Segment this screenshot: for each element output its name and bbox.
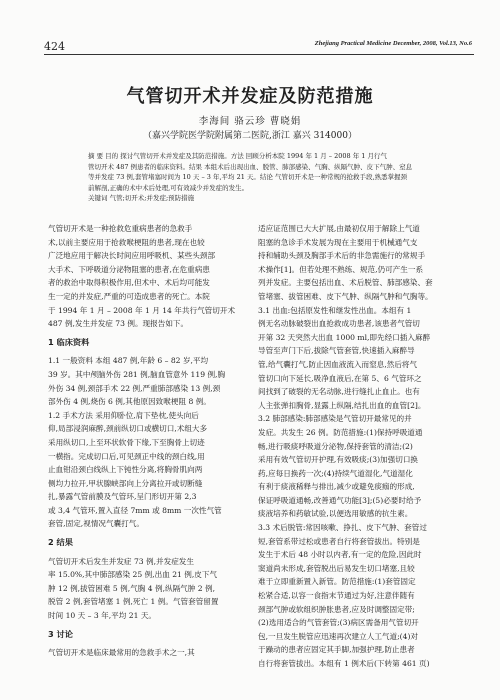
body-line: 时间 10 天 – 3 年,平均 21 天。 <box>48 611 157 621</box>
body-line: 侧均力拉开,甲状腺峡部向上分离拉开或切断缝 <box>48 478 203 488</box>
body-line: 松紧合适,以容一食指末节通过为好,注意伴随有 <box>258 591 415 601</box>
body-line: 大手术、下呼吸道分泌物阻塞的患者,在危重病患 <box>48 264 210 274</box>
body-line: 术操作[1]。但若处理不熟练、规范,仍可产生一系 <box>258 264 424 274</box>
body-line: 生一定的并发症,严重的可造成患者的死亡。本院 <box>48 291 210 301</box>
body-line: 间找到了破裂的无名动脉,进行缝扎止血止。也有 <box>258 387 420 397</box>
body-line: 39 岁。其中颅脑外伤 281 例,脑血管意外 119 例,胸 <box>48 369 226 379</box>
body-line: 人主张弹扣胸骨,显露上纵隔,结扎出血的血管[2]。 <box>258 400 426 410</box>
body-line: 外伤 34 例,颈部手术 22 例,严重肺部感染 13 例,颈 <box>48 383 221 393</box>
body-line: 或 3,4 气管环,置入直径 7mm 或 8mm 一次性气管 <box>48 505 222 515</box>
body-line: 适应证范围已大大扩展,由最初仅用于解除上气道 <box>258 224 420 233</box>
body-line: 者的救治中取得积极作用,但术中、术后均可能发 <box>48 278 210 288</box>
body-line: 气管切开术是一种抢救危重病患者的急救手 <box>48 224 193 233</box>
body-line: 于躁动的患者应固定其手脚,加强护理,防止患者 <box>258 645 415 655</box>
section-heading: 1 临床资料 <box>48 336 90 347</box>
body-line: 3.1 出血:包括原发性和继发性出血。本组有 1 <box>258 305 412 315</box>
body-line: 广泛地应用于解决长时间应用呼吸机、某些头颈部 <box>48 251 216 261</box>
body-line: 管,给气囊打气,防止因血液流入而窒息,然后将气 <box>258 359 418 369</box>
abstract-line: 前解剖,正确的术中术后处理,可有效减少并发症的发生。 <box>88 183 249 192</box>
left-column <box>48 222 258 660</box>
body-line: 率 15.0%,其中肺部感染 25 例,出血 21 例,皮下气 <box>48 570 218 580</box>
body-line: 气管切开术是临床最常用的急救手术之一,其 <box>48 648 195 658</box>
abstract-line: 等并发症 73 例,套管堵塞时间为 10 天 – 3 年,平均 21 天。结论 气管切开术是一种常规的抢救手段,熟悉掌握颈 <box>88 173 408 182</box>
body-line: 持和辅助头颈及胸部手术后的非急需施行的常规手 <box>258 251 426 261</box>
body-line: 脱管 2 例,套管堵塞 1 例,死亡 1 例。气管套管留置 <box>48 597 219 607</box>
body-line: 发症。共发生 26 例。防范措施:(1)保持呼吸道通 <box>258 427 423 437</box>
body-line: 止血钳沿颈白线纵上下钝性分离,将胸骨肌向两 <box>48 465 203 475</box>
body-line: 仰,局部浸润麻醉,颈前纵切口或横切口,术组大多 <box>48 424 208 434</box>
abstract-line: 管切开术 487 例患者的临床资料。结果 本组术后出现出血、脱管、肺部感染、气胸、纵隔气肿、皮下气肿、窒息 <box>88 162 413 171</box>
body-line: 部外伤 4 例,烧伤 6 例,其他原因致喉梗阻 8 例。 <box>48 397 211 407</box>
page-number: 424 <box>44 40 65 53</box>
abstract <box>88 151 414 204</box>
body-line: 管切口向下延长,吸净血液后,在第 5、6 气管环之 <box>258 373 422 383</box>
section-heading: 2 结果 <box>48 537 73 548</box>
body-line: 保证呼吸道通畅,改善通气功能[3];(5)必要时给予 <box>258 495 422 505</box>
body-line: 有利于痰液稀释与排出,减少或避免痰痂的形成, <box>258 482 415 492</box>
body-line: 颈部气肿或软组织肿胀患者,应及时调整固定带; <box>258 604 415 614</box>
body-line: 487 例,发生并发症 73 例。现报告如下。 <box>48 319 189 329</box>
body-line: 阻塞的急诊手术发展为现在主要用于机械通气支 <box>258 237 418 247</box>
body-line: 气管切开术后发生并发症 73 例,并发症发生 <box>48 556 194 566</box>
body-line: 畅,进行吸痰呼吸道分泌物,保持套管的清洁;(2) <box>258 441 413 451</box>
body-line: 3.2 肺部感染:肺部感染是气管切开最常见的并 <box>258 414 412 424</box>
body-line: 3.3 术后脱管:常因咳嗽、挣扎、皮下气肿、套管过 <box>258 523 427 533</box>
body-line: 自行将套管拔出。本组有 1 例术后(下转第 461 页) <box>258 659 430 668</box>
authors: 李海间 骆云珍 曹晓娟 <box>198 116 302 127</box>
body-line: 药,应每日换药一次;(4)持续气道湿化,气道湿化 <box>258 468 413 478</box>
abstract-line: 关键词 气管;切开术;并发症;预防措施 <box>88 194 195 203</box>
body-line: 扎,暴露气管前膜及气管环,呈门形切开第 2,3 <box>48 492 197 502</box>
journal-header: Zhejiang Practical Medicine December, 2008, Vol.13, No.6 <box>314 40 472 47</box>
body-line: 套管,固定,视情况气囊打气。 <box>48 519 144 529</box>
body-line: 窦道尚未形成,套管脱出后易发生切口堵塞,且较 <box>258 563 415 573</box>
body-line: 采用有效气管切开护理,有效吸痰;(3)加强切口换 <box>258 455 419 465</box>
header-rule <box>44 54 474 55</box>
body-line: 开第 32 天突然大出血 1000 ml,即先经口插入麻醉 <box>258 332 431 342</box>
body-line: 包,一旦发生脱管应迅速再次建立人工气道;(4)对 <box>258 631 419 641</box>
body-line: 例无名动脉破裂出血抢救成功患者,该患者气管切 <box>258 319 420 329</box>
section-heading: 3 讨论 <box>48 628 73 639</box>
body-line: 采用纵切口,上至环状软骨下缘,下至胸骨上切迹 <box>48 437 205 447</box>
body-line: 一横指。完成切口后,可见颈正中线的颈白线,用 <box>48 451 205 461</box>
body-line: 1.1 一般资料 本组 487 例,年龄 6 – 82 岁,平均 <box>48 356 209 366</box>
body-line: 肿 12 例,拔管困难 5 例,气胸 4 例,纵隔气肿 2 例, <box>48 583 216 593</box>
body-line: 难于立即重新置入新管。防范措施:(1)套管固定 <box>258 577 416 587</box>
abstract-line: 摘 要 目的 探讨气管切开术并发症及其防范措施。方法 回顾分析本院 1994 年 1 月 – 2008 年 1 月行气 <box>88 152 387 160</box>
body-line: 列并发症。主要包括出血、术后脱管、肺部感染、套 <box>258 278 433 288</box>
body-line: (2)选用适合的气管套管;(3)病区需备用气管切开 <box>258 618 419 628</box>
body-line: 于 1994 年 1 月 – 2008 年 1 月 14 年共行气管切开术 <box>48 305 236 315</box>
right-column <box>258 222 474 671</box>
body-line: 导管至声门下后,拔除气管套管,快速插入麻醉导 <box>258 346 415 356</box>
body-line: 发生于术后 48 小时以内者,有一定的危险,因此时 <box>258 550 422 560</box>
affiliation: （嘉兴学院医学院附属第二医院,浙江 嘉兴 314000） <box>143 131 357 141</box>
body-line: 1.2 手术方法 采用仰卧位,肩下垫枕,使头向后 <box>48 410 199 420</box>
body-line: 短,套管系带过松或患者自行将套管拔出。特别是 <box>258 536 420 546</box>
body-line: 术,以前主要应用于抢救喉梗阻的患者,现在也较 <box>48 237 205 247</box>
article-title: 气管切开术并发症及防范措施 <box>126 86 374 107</box>
body-line: 痰液培养和药敏试验,以便选用敏感的抗生素。 <box>258 509 413 519</box>
body-line: 管堵塞、拔管困难、皮下气肿、纵隔气肿和气胸等。 <box>258 291 433 301</box>
